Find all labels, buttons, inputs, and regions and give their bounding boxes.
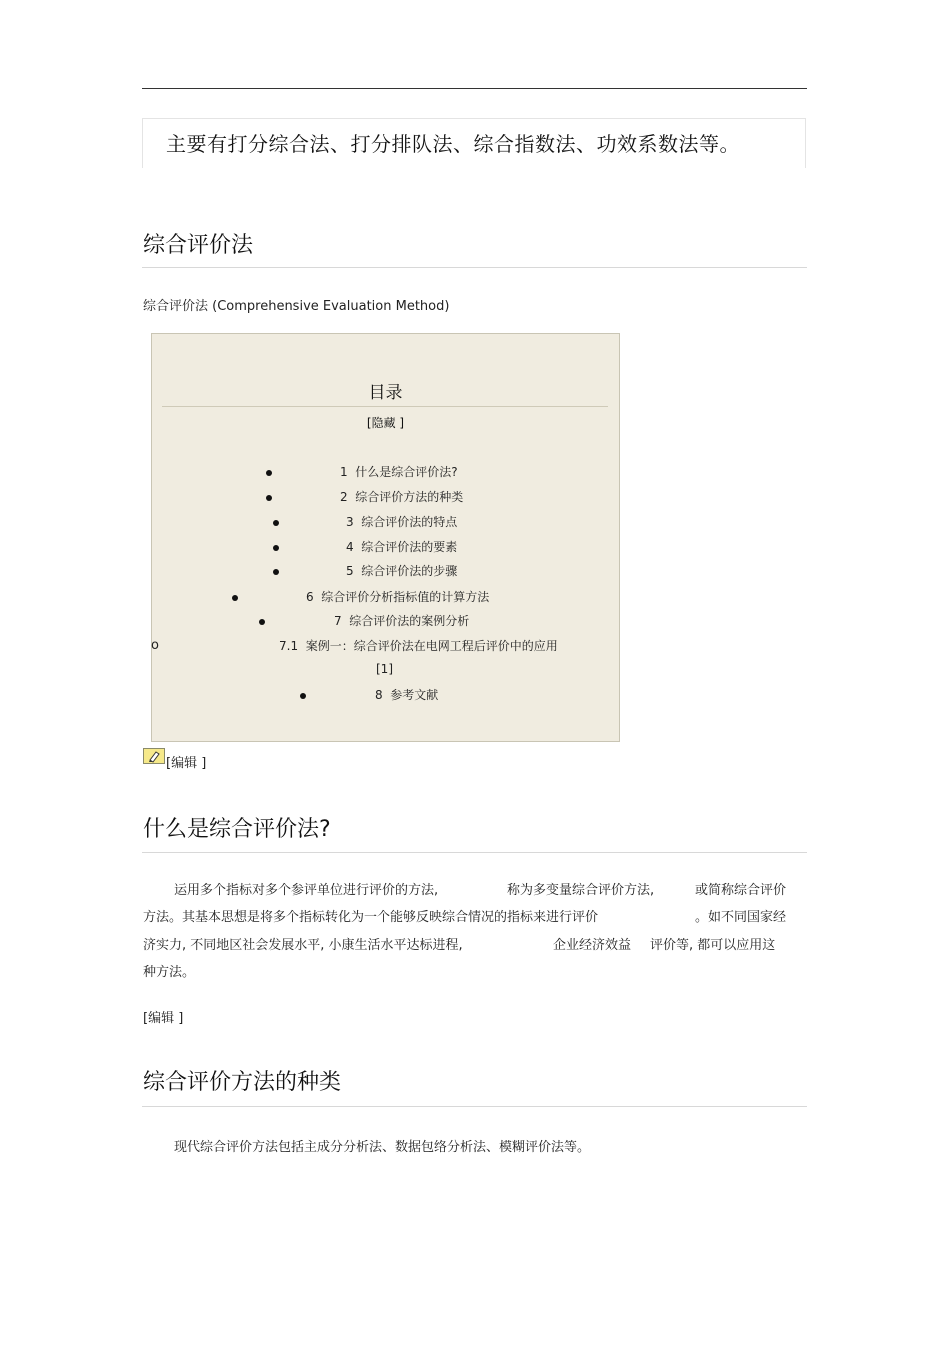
top-divider	[142, 88, 807, 89]
toc-bullet	[232, 595, 238, 601]
heading-divider-what	[142, 852, 807, 853]
toc-bullet	[259, 619, 265, 625]
edit-pencil-icon[interactable]	[143, 748, 165, 764]
para-line-3c: 评价等, 都可以应用这	[650, 938, 776, 953]
intro-quote: 主要有打分综合法、打分排队法、综合指数法、功效系数法等。	[166, 132, 740, 156]
toc-item-1[interactable]: 1 什么是综合评价法?	[340, 465, 458, 479]
toc-item-7[interactable]: 7 综合评价法的案例分析	[334, 614, 470, 628]
edit-link-2[interactable]: [编辑 ]	[143, 1011, 184, 1026]
toc-divider	[162, 406, 608, 407]
types-paragraph: 现代综合评价方法包括主成分分析法、数据包络分析法、模糊评价法等。	[174, 1140, 591, 1155]
toc-bullet	[273, 520, 279, 526]
para-line-2b: 。如不同国家经	[695, 910, 787, 925]
toc-bullet	[266, 470, 272, 476]
section-heading-main: 综合评价法	[143, 233, 254, 258]
para-line-2a: 方法。其基本思想是将多个指标转化为一个能够反映综合情况的指标来进行评价	[143, 910, 599, 925]
heading-divider-main	[142, 267, 807, 268]
toc-title: 目录	[368, 383, 403, 403]
para-line-1a: 运用多个指标对多个参评单位进行评价的方法,	[174, 883, 439, 898]
toc-item-7-1[interactable]: 7.1 案例一：综合评价法在电网工程后评价中的应用	[279, 639, 558, 653]
para-line-1b: 称为多变量综合评价方法,	[507, 883, 655, 898]
section-heading-types: 综合评价方法的种类	[143, 1070, 342, 1095]
toc-item-3[interactable]: 3 综合评价法的特点	[346, 515, 458, 529]
para-line-1c: 或简称综合评价	[695, 883, 787, 898]
para-line-3b: 企业经济效益	[553, 938, 632, 953]
toc-bullet	[273, 569, 279, 575]
toc-item-8[interactable]: 8 参考文献	[375, 688, 439, 702]
toc-hide-toggle[interactable]: [隐藏 ]	[366, 416, 405, 430]
para-line-4: 种方法。	[143, 965, 196, 980]
toc-sub-marker: o	[151, 638, 159, 653]
section-subtitle: 综合评价法 (Comprehensive Evaluation Method)	[143, 299, 450, 314]
toc-item-4[interactable]: 4 综合评价法的要素	[346, 540, 458, 554]
toc-item-7-1-ref[interactable]: [1]	[376, 662, 393, 676]
toc-item-5[interactable]: 5 综合评价法的步骤	[346, 564, 458, 578]
para-line-3a: 济实力, 不同地区社会发展水平, 小康生活水平达标进程,	[143, 938, 463, 953]
toc-bullet	[273, 545, 279, 551]
toc-item-2[interactable]: 2 综合评价方法的种类	[340, 490, 464, 504]
heading-divider-types	[142, 1106, 807, 1107]
toc-bullet	[266, 495, 272, 501]
section-heading-what: 什么是综合评价法?	[143, 817, 331, 842]
toc-item-6[interactable]: 6 综合评价分析指标值的计算方法	[306, 590, 490, 604]
toc-bullet	[300, 693, 306, 699]
edit-link-1[interactable]: [编辑 ]	[166, 756, 207, 771]
